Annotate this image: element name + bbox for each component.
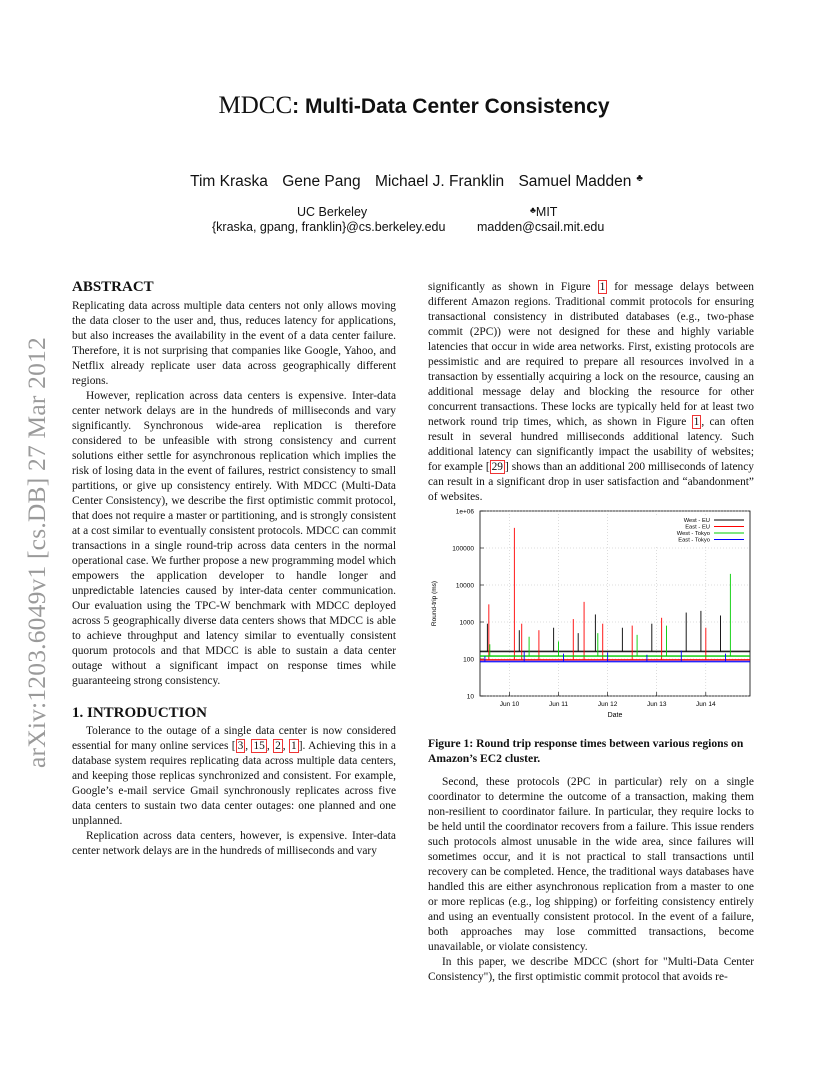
x-axis-label: Date: [607, 712, 623, 719]
x-tick-label: Jun 12: [597, 701, 618, 708]
abstract-paragraph: Replicating data across multiple data centers not only allows moving the data closer to the user and, thus, reduces latency for applications, but also increases the availability in the event of a data center failure. Therefore, it is not surprising that companies like Google, Yahoo, and Netflix already replicate user data across geographically different regions.: [72, 300, 396, 387]
y-axis-label: Round-trip (ms): [431, 580, 438, 627]
body-paragraph: significantly as shown in Figure 1 for message delays between different Amazon regions. Traditional commit protocols for ensuring transactional consistency in distributed databases (e.g., two-phase commit (2PC)) were not designed for these and highly variable latencies that occur in wide area networks. First, existing protocols are pessimistic and are required to prepare all resources involved in a transaction by essentially acquiring a lock on the resource, causing an additional message delay and blocking the resource for other concurrent transactions. These locks are typically held for at least two network round trip times, which, as shown in Figure 1 , can often result in several hundred milliseconds additional latency. Such additional latency can significantly impact the usability of websites; for example [ 29 ] shows than an additional 200 milliseconds of latency can result in a significant drop in user satisfaction and “abandonment” of websites.: [428, 281, 755, 503]
citation-link[interactable]: 2: [275, 740, 281, 752]
club-symbol-icon: ♣: [530, 205, 536, 215]
body-paragraph: In this paper, we describe MDCC (short for "Multi-Data Center Consistency"), the first optimistic commit protocol that avoids re-: [428, 956, 754, 983]
legend-label: West - EU: [683, 518, 710, 525]
figure-link[interactable]: 1: [693, 416, 700, 428]
affiliation-ucb: UC Berkeley: [297, 205, 368, 219]
citation-link[interactable]: 15: [253, 740, 265, 752]
y-tick-label: 10: [466, 693, 474, 701]
body-text: significantly as shown in Figure: [428, 281, 598, 293]
y-tick-label: 1e+06: [455, 508, 474, 516]
affiliation-ucb-email: {kraska, gpang, franklin}@cs.berkeley.edu: [212, 220, 446, 234]
body-text: , can often result in several hundred milliseconds additional latency. Such additional latency can significantly impact the usability of websites; for example: [428, 416, 755, 473]
intro-paragraph: Tolerance to the outage of a single data center is now considered essential for many online services [ 3 , 15 , 2 , 1 ]. Achieving this in a database system requires replicating data across multiple data centers, and keeping those replicas synchronized and consistent. For example, Google’s e-mail service Gmail synchronously replicates across five data centers to sustain two data center outages: one planned and one unplanned.: [72, 725, 396, 827]
mit-label: MIT: [535, 205, 558, 219]
author-name: Samuel Madden: [518, 173, 632, 190]
affiliation-mit-email: madden@csail.mit.edu: [477, 220, 605, 234]
citation-link[interactable]: 3: [237, 740, 244, 752]
x-tick-label: Jun 11: [549, 701, 569, 708]
x-tick-label: Jun 14: [696, 701, 716, 708]
x-tick-label: Jun 10: [499, 701, 520, 708]
citation-link[interactable]: 29: [491, 461, 503, 473]
body-text: for message delays between different Amazon regions. Traditional commit protocols for ensuring transactional consistency in distributed databases (e.g., two-phase commit (2PC)) were not designed for these and highly variable latencies that occur in wide area networks. First, existing protocols are pessimistic and are required to prepare all resources involved in a transaction by essentially acquiring a lock on the resource, causing an additional message delay and blocking the resource for other concurrent transactions. These locks are typically held for at least two network round trip times, which, as shown in Figure: [428, 281, 755, 428]
abstract-paragraph: However, replication across data centers is expensive. Inter-data center network delays are in the hundreds of milliseconds and vary significantly. Synchronous wide-area replication is therefore considered to be unfeasible with strong consistency and current solutions either settle for asynchronous replication which implies the risk of losing data in the event of failures, restrict consistency to small partitions, or give up consistency entirely. With MDCC (Multi-Data Center Consistency), we describe the first optimistic commit protocol, that does not require a master or partitioning, and is strongly consistent at a cost similar to eventually consistent protocols. MDCC can commit transactions in a single round-trip across data centers in the normal operational case. We further propose a new programming model which empowers the application developer to handle longer and unpredictable latencies caused by inter-data center communication. Our evaluation using the TPC-W benchmark with MDCC deployed across 5 geographically diverse data centers shows that MDCC is able to achieve throughput and latency similar to eventually consistent quorum protocols and that MDCC is able to sustain a data center outage without a significant impact on response times while guaranteeing strong consistency.: [72, 390, 396, 687]
legend-label: East - EU: [685, 524, 710, 531]
paper-title: [0, 92, 828, 120]
title-rest: : Multi-Data Center Consistency: [292, 95, 610, 118]
intro-text: . Achieving this in a database system requires replicating data across multiple data centers, and keeping those replicas synchronized and consistent. For example, Google’s e-mail service Gmail synchronously replicates across five data centers to sustain two data center outages: one planned and one unplanned.: [72, 740, 396, 827]
x-tick-label: Jun 13: [646, 701, 667, 708]
author-name: Gene Pang: [282, 173, 361, 190]
introduction-heading: 1. INTRODUCTION: [72, 705, 208, 721]
y-tick-label: 1000: [459, 619, 474, 627]
legend-label: East - Tokyo: [678, 537, 710, 544]
y-tick-label: 10000: [455, 582, 474, 590]
author-list: [0, 173, 828, 191]
author-name: Tim Kraska: [190, 173, 268, 190]
body-paragraph: Second, these protocols (2PC in particular) rely on a single coordinator to determine the outcome of a transaction, making them non-resilient to coordinator failure. In particular, they require locks to be held until the coordinator recovers from a failure. This issue renders such protocols almost unusable in the wide area, since failures will sometimes occur, and it is not practical to stall transactions until recovery can be completed. Hence, the traditional ways databases have handled this are either asynchronous replication from a master to one or more replicas (e.g., log shipping) or forfeiting consistency entirely and using an eventually consistent protocol. In the event of a failure, both approaches may lose committed transactions, become unavailable, or violate consistency.: [428, 776, 754, 953]
y-tick-label: 100: [463, 656, 474, 664]
intro-text: Tolerance to the outage of a single data center is now considered essential for many online services: [72, 725, 396, 752]
abstract-heading: ABSTRACT: [72, 279, 154, 295]
body-text: shows than an additional 200 milliseconds of latency can result in a significant drop in user satisfaction and “abandonment” of websites.: [428, 461, 754, 503]
right-column-top: [428, 280, 754, 505]
round-trip-chart: [428, 503, 758, 728]
affiliation-mit: [530, 205, 557, 219]
legend: [640, 515, 748, 545]
figure-link[interactable]: 1: [599, 281, 606, 293]
citation-link[interactable]: 1: [291, 740, 297, 752]
left-column: [72, 280, 396, 859]
arxiv-identifier-stamp: arXiv:1203.6049v1 [cs.DB] 27 Mar 2012: [22, 337, 51, 768]
title-acronym: MDCC: [218, 92, 293, 119]
figure-caption: Figure 1: Round trip response times between various regions on Amazon’s EC2 cluster.: [428, 737, 744, 765]
club-symbol-icon: ♣: [636, 173, 643, 184]
intro-paragraph: Replication across data centers, however, is expensive. Inter-data center network delays are in the hundreds of milliseconds and vary: [72, 830, 396, 857]
y-tick-label: 100000: [452, 545, 474, 553]
right-column-bottom: [428, 775, 754, 985]
author-name: Michael J. Franklin: [374, 173, 505, 190]
legend-label: West - Tokyo: [676, 531, 710, 538]
